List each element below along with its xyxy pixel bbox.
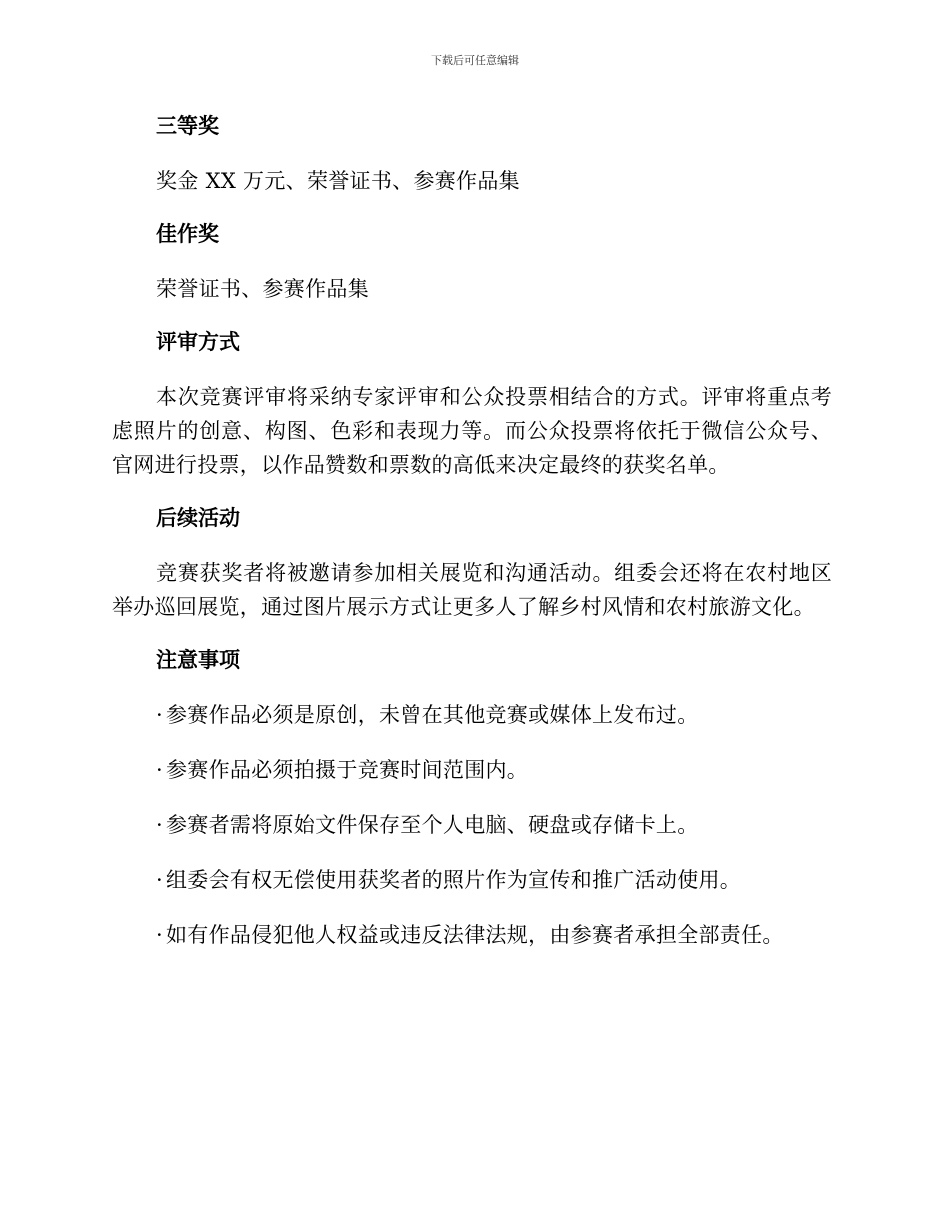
heading-notes: 注意事项 [156,648,240,672]
bullet-dot: · [156,923,163,947]
bullet-dot: · [156,758,163,782]
list-item [112,918,832,952]
list-item [112,698,832,732]
list-item [112,753,832,787]
document-body [112,110,832,973]
heading-honorable-mention: 佳作奖 [156,222,219,246]
list-item-text: 如有作品侵犯他人权益或违反法律法规，由参赛者承担全部责任。 [166,923,784,947]
list-item-text: 参赛者需将原始文件保存至个人电脑、硬盘或存储卡上。 [166,813,699,837]
paragraph-third-prize: 奖金 XX 万元、荣誉证书、参赛作品集 [156,169,520,193]
list-item-text: 参赛作品必须拍摄于竞赛时间范围内。 [166,758,529,782]
bullet-dot: · [156,868,163,892]
notes-list [112,698,832,952]
list-item-text: 参赛作品必须是原创，未曾在其他竞赛或媒体上发布过。 [166,703,699,727]
heading-third-prize: 三等奖 [156,114,219,138]
heading-judging: 评审方式 [156,330,240,354]
bullet-dot: · [156,703,163,727]
paragraph-honorable-mention: 荣誉证书、参赛作品集 [156,277,369,301]
heading-follow-up: 后续活动 [156,506,240,530]
list-item-text: 组委会有权无偿使用获奖者的照片作为宣传和推广活动使用。 [166,868,742,892]
header-note: 下载后可任意编辑 [431,54,519,67]
bullet-dot: · [156,813,163,837]
paragraph-judging: 本次竞赛评审将采纳专家评审和公众投票相结合的方式。评审将重点考虑照片的创意、构图、色彩和表现力等。而公众投票将依托于微信公众号、官网进行投票，以作品赞数和票数的高低来决定最终的获奖名单。 [112,385,832,477]
list-item [112,808,832,842]
paragraph-follow-up: 竞赛获奖者将被邀请参加相关展览和沟通活动。组委会还将在农村地区举办巡回展览，通过图片展示方式让更多人了解乡村风情和农村旅游文化。 [112,561,832,619]
list-item [112,863,832,897]
